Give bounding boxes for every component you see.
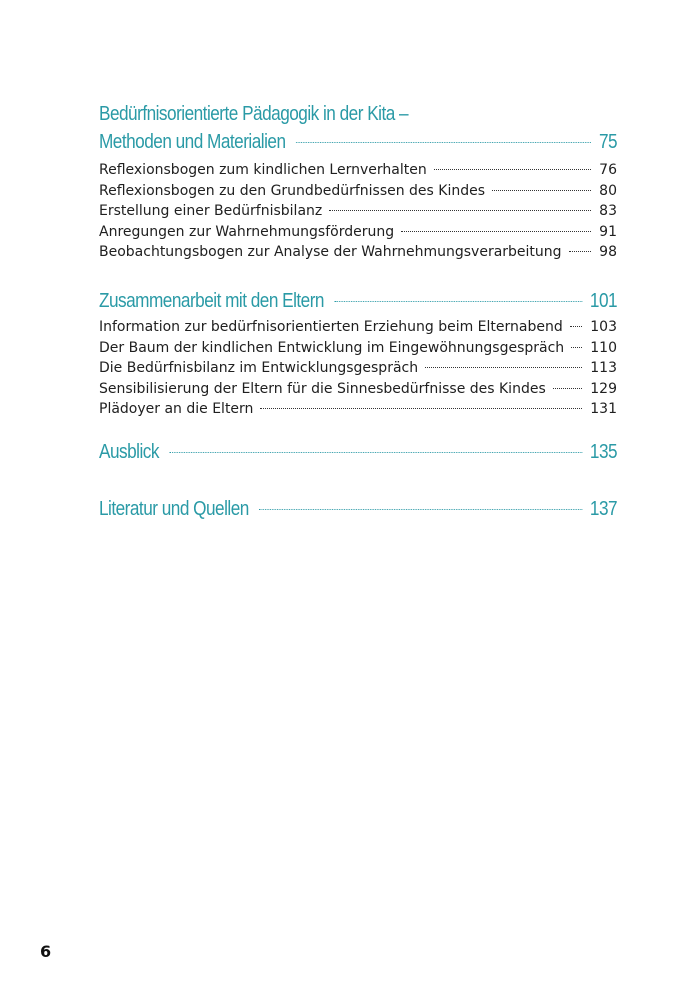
- entry-label: Der Baum der kindlichen Entwicklung im Eingewöhnungsgespräch: [99, 339, 565, 356]
- dot-leader: [492, 190, 591, 191]
- toc-entry[interactable]: [99, 317, 617, 338]
- dot-leader: [260, 408, 582, 409]
- toc-entry[interactable]: [99, 338, 617, 359]
- section-page-number: 101: [589, 290, 618, 312]
- page-number: 6: [40, 942, 52, 961]
- entry-page-number: 129: [590, 380, 617, 397]
- toc-entry[interactable]: [99, 379, 617, 400]
- section-title-text: Bedürfnisorientierte Pädagogik in der Kita –: [99, 103, 409, 125]
- entry-page-number: 80: [599, 182, 617, 199]
- toc-entry[interactable]: [99, 222, 617, 243]
- entry-page-number: 131: [590, 401, 617, 417]
- section-heading-row[interactable]: [99, 287, 617, 316]
- entry-label: Erstellung einer Bedürfnisbilanz: [99, 203, 323, 219]
- entry-page-number: 113: [590, 360, 617, 376]
- toc-entry[interactable]: [99, 160, 617, 181]
- section-heading-row[interactable]: [99, 128, 617, 157]
- toc-entry[interactable]: [99, 201, 617, 222]
- toc-entry[interactable]: [99, 242, 617, 263]
- entry-page-number: 98: [599, 244, 617, 260]
- dot-leader: [569, 251, 592, 252]
- section-title-text: Methoden und Materialien: [99, 131, 286, 153]
- dot-leader: [553, 388, 583, 389]
- section-page-number: 135: [589, 441, 618, 463]
- entry-label: Sensibilisierung der Eltern für die Sinnesbedürfnisse des Kindes: [99, 380, 546, 397]
- section-title-text: Ausblick: [99, 441, 159, 463]
- entry-page-number: 91: [599, 223, 617, 240]
- dot-leader: [425, 367, 582, 368]
- entry-page-number: 103: [590, 319, 617, 335]
- entry-list: [99, 160, 617, 263]
- dot-leader: [570, 326, 583, 327]
- dot-leader: [401, 231, 591, 232]
- toc-section-eltern: [99, 287, 617, 418]
- section-title-text: Zusammenarbeit mit den Eltern: [99, 290, 324, 312]
- entry-label: Reflexionsbogen zum kindlichen Lernverhalten: [99, 162, 427, 178]
- entry-page-number: 76: [599, 162, 617, 178]
- toc-entry[interactable]: [99, 181, 617, 202]
- section-page-number: 137: [589, 498, 618, 520]
- entry-label: Die Bedürfnisbilanz im Entwicklungsgespräch: [99, 360, 419, 376]
- dot-leader: [169, 452, 582, 453]
- dot-leader: [334, 301, 582, 302]
- section-title-line1: [99, 101, 617, 128]
- toc-entry[interactable]: [99, 358, 617, 379]
- toc-section-ausblick: [99, 438, 617, 467]
- dot-leader: [259, 509, 582, 510]
- dot-leader: [434, 169, 591, 170]
- toc-entry[interactable]: [99, 399, 617, 420]
- entry-label: Anregungen zur Wahrnehmungsförderung: [99, 223, 395, 240]
- toc-section-literatur: [99, 495, 617, 524]
- entry-page-number: 83: [599, 203, 617, 219]
- entry-label: Information zur bedürfnisorientierten Erziehung beim Elternabend: [99, 319, 563, 335]
- entry-list: [99, 317, 617, 420]
- section-heading-row[interactable]: [99, 495, 617, 524]
- entry-label: Beobachtungsbogen zur Analyse der Wahrnehmungsverarbeitung: [99, 244, 562, 260]
- section-title-text: Literatur und Quellen: [99, 498, 249, 520]
- dot-leader: [571, 347, 582, 348]
- toc-section-paedagogik: [99, 101, 617, 271]
- dot-leader: [296, 142, 591, 143]
- table-of-contents: [99, 101, 617, 524]
- entry-label: Reflexionsbogen zu den Grundbedürfnissen des Kindes: [99, 182, 486, 199]
- entry-page-number: 110: [590, 339, 617, 356]
- section-page-number: 75: [598, 131, 618, 153]
- dot-leader: [329, 210, 591, 211]
- entry-label: Plädoyer an die Eltern: [99, 401, 254, 417]
- section-heading-row[interactable]: [99, 438, 617, 467]
